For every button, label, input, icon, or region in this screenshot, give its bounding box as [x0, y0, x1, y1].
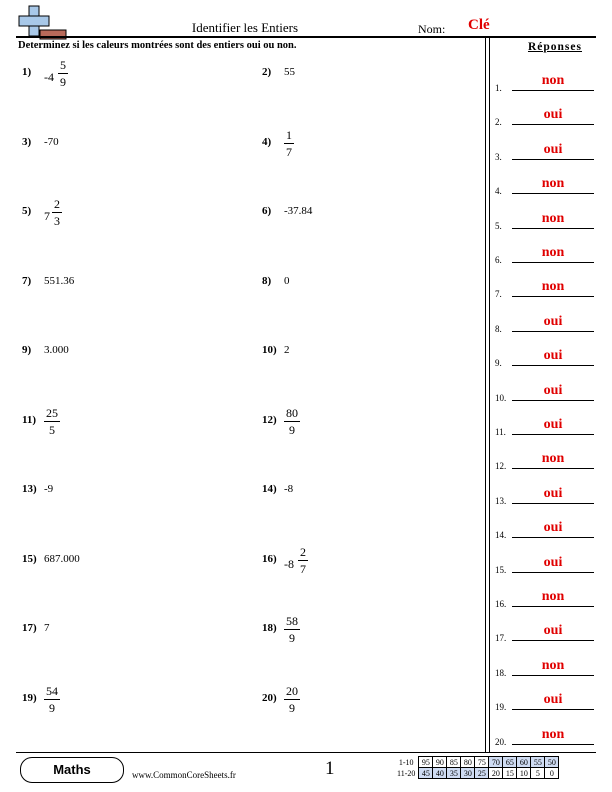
denominator: 9 [60, 75, 66, 89]
answer-value: non [541, 279, 565, 295]
score-cell: 50 [545, 757, 559, 768]
answer-row [495, 615, 595, 645]
problem-item [262, 614, 462, 662]
answer-line [512, 262, 594, 263]
answer-line [512, 640, 594, 641]
denominator: 7 [300, 561, 306, 576]
answer-line [512, 365, 594, 366]
denominator: 9 [289, 700, 295, 715]
website-text: www.CommonCoreSheets.fr [132, 770, 236, 780]
problem-number: 5) [22, 205, 32, 217]
problem-number: 20) [262, 691, 277, 704]
problem-value: 55 [284, 66, 295, 78]
header-rule [16, 36, 596, 38]
numerator: 54 [46, 683, 58, 698]
answer-line [512, 193, 594, 194]
answer-number: 10. [495, 392, 507, 403]
problem-number: 17) [22, 622, 37, 634]
answer-line [512, 159, 594, 160]
score-cell: 15 [503, 768, 517, 779]
answer-value: oui [543, 141, 563, 157]
column-divider [489, 36, 490, 752]
answer-row [495, 478, 595, 508]
answer-value: non [541, 210, 565, 226]
numerator: 20 [286, 683, 298, 698]
problem-number: 8) [262, 274, 272, 287]
denominator: 7 [286, 144, 292, 159]
worksheet-title: Identifier les Entiers [191, 20, 299, 35]
answer-row [495, 409, 595, 439]
answer-value: oui [543, 107, 563, 123]
answer-line [512, 331, 594, 332]
problem-number: 6) [262, 205, 272, 217]
denominator: 3 [54, 214, 60, 228]
answer-value: non [541, 245, 565, 260]
numerator: 80 [286, 405, 298, 420]
problem-item [22, 275, 222, 315]
answer-value: non [541, 589, 565, 604]
problem-item [22, 553, 222, 593]
problem-value: 551.36 [44, 274, 75, 287]
answer-line [512, 124, 594, 125]
score-cell: 55 [531, 757, 545, 768]
answer-row [495, 203, 595, 233]
problem-number: 3) [22, 135, 32, 148]
score-cell: 70 [489, 757, 503, 768]
problem-value: -8 [284, 483, 294, 495]
problem-item [262, 683, 462, 732]
answer-number: 16. [495, 599, 507, 609]
problem-item [22, 58, 222, 106]
denominator: 9 [289, 422, 295, 437]
problem-value: 2 [284, 344, 290, 356]
answer-value: non [541, 726, 565, 742]
score-cell: 35 [447, 768, 461, 779]
answer-line [512, 537, 594, 538]
answer-number: 17. [495, 633, 507, 644]
column-divider [485, 36, 486, 752]
fraction-bar [284, 699, 300, 700]
numerator: 58 [286, 614, 298, 628]
answer-line [512, 468, 594, 469]
problem-item [22, 483, 222, 523]
answers-header: Réponses [527, 41, 582, 53]
problem-value: 0 [284, 274, 290, 287]
fraction-bar [284, 629, 300, 630]
problem-number: 14) [262, 483, 277, 495]
answer-number: 2. [495, 117, 502, 128]
answer-row [495, 271, 595, 301]
answer-value: oui [543, 554, 563, 570]
answer-number: 14. [495, 530, 507, 541]
problem-value: 687.000 [44, 552, 80, 565]
score-cell: 20 [489, 768, 503, 779]
answer-value: oui [543, 623, 563, 639]
whole-part: -4 [44, 70, 54, 84]
page-number: 1 [325, 758, 335, 779]
answer-row [495, 134, 595, 164]
answer-line [512, 572, 594, 573]
score-cell: 45 [419, 768, 433, 779]
answer-row [495, 512, 595, 542]
answer-value: oui [543, 313, 563, 329]
denominator: 9 [49, 700, 55, 715]
score-cell: 40 [433, 768, 447, 779]
answer-number: 1. [495, 83, 502, 93]
problem-item [22, 197, 222, 245]
whole-part: 7 [44, 209, 50, 223]
whole-part: -8 [284, 556, 294, 571]
answer-number: 15. [495, 564, 507, 575]
answer-row [495, 719, 595, 749]
fraction [298, 545, 308, 576]
answer-number: 8. [495, 323, 502, 334]
problem-item [262, 405, 462, 454]
problem-number: 7) [22, 274, 32, 287]
numerator: 1 [286, 127, 292, 142]
problem-number: 13) [22, 483, 37, 495]
answer-value: oui [543, 520, 563, 536]
problem-item [262, 544, 462, 593]
answer-row [495, 306, 595, 336]
numerator: 5 [60, 58, 66, 72]
instructions: Determinez si les caleurs montrées sont des entiers oui ou non. [18, 40, 297, 51]
answer-value: oui [543, 485, 563, 501]
score-cell: 65 [503, 757, 517, 768]
problem-item [262, 127, 462, 176]
fraction-bar [284, 421, 300, 422]
answer-row [495, 581, 595, 611]
problem-item [22, 405, 222, 454]
fraction-bar [58, 73, 68, 74]
answer-row [495, 340, 595, 370]
name-label: Nom: [418, 22, 446, 36]
fraction [44, 684, 60, 715]
problem-number: 18) [262, 622, 277, 634]
answer-value: non [541, 176, 565, 192]
fraction [44, 406, 60, 437]
problem-number: 16) [262, 552, 277, 565]
plus-logo-icon [16, 4, 68, 40]
answer-line [512, 296, 594, 297]
answer-number: 18. [495, 667, 507, 678]
score-cell: 5 [531, 768, 545, 779]
fraction-bar [44, 699, 60, 700]
problem-number: 19) [22, 691, 37, 704]
score-range-label: 11-20 [397, 768, 416, 778]
problem-number: 4) [262, 135, 272, 148]
answer-number: 9. [495, 358, 502, 369]
problem-item [262, 66, 462, 106]
fraction [284, 128, 294, 159]
answer-number: 5. [495, 220, 502, 231]
score-cell: 75 [475, 757, 489, 768]
answer-row [495, 237, 595, 267]
answer-value: non [541, 73, 565, 88]
problem-number: 9) [22, 344, 32, 356]
answer-row [495, 375, 595, 405]
answer-value: oui [543, 692, 563, 708]
problem-item [22, 683, 222, 732]
fraction-bar [298, 560, 308, 561]
score-range-label: 1-10 [398, 757, 414, 767]
answer-number: 19. [495, 702, 507, 713]
answer-line [512, 228, 594, 229]
answer-line [512, 503, 594, 504]
problem-value: -70 [44, 135, 59, 148]
problem-value: 7 [44, 622, 50, 634]
problem-number: 1) [22, 66, 32, 78]
problem-number: 11) [22, 413, 37, 426]
answer-value: non [541, 657, 565, 673]
problem-value: -37.84 [284, 205, 313, 217]
problem-number: 10) [262, 344, 277, 356]
fraction [52, 197, 62, 228]
answer-number: 7. [495, 289, 502, 300]
denominator: 5 [49, 422, 55, 437]
answer-number: 20. [495, 736, 507, 747]
score-cell: 30 [461, 768, 475, 779]
problem-number: 2) [262, 66, 272, 78]
fraction [58, 58, 68, 89]
answer-row [495, 168, 595, 198]
answer-line [512, 744, 594, 745]
problem-number: 15) [22, 552, 37, 565]
answer-number: 11. [495, 427, 506, 437]
problem-item [262, 205, 462, 245]
numerator: 2 [300, 544, 306, 559]
fraction-bar [284, 143, 294, 144]
score-row [395, 768, 559, 779]
answer-row [495, 65, 595, 95]
answer-line [512, 434, 594, 435]
score-cell: 85 [447, 757, 461, 768]
answer-value: oui [543, 382, 563, 398]
answer-number: 12. [495, 461, 507, 472]
problem-item [262, 483, 462, 523]
name-value: Clé [468, 17, 490, 33]
problem-number: 12) [262, 413, 277, 426]
score-cell: 25 [475, 768, 489, 779]
numerator: 25 [46, 405, 58, 420]
answer-line [512, 606, 594, 607]
problem-item [22, 136, 222, 176]
answer-number: 4. [495, 186, 502, 197]
problem-item [262, 275, 462, 315]
answer-number: 6. [495, 255, 502, 265]
problem-value: 3.000 [44, 344, 69, 356]
numerator: 2 [54, 197, 60, 211]
score-cell: 10 [517, 768, 531, 779]
score-cell: 60 [517, 757, 531, 768]
answer-row [495, 650, 595, 680]
answer-line [512, 90, 594, 91]
score-cell: 95 [419, 757, 433, 768]
fraction [284, 684, 300, 715]
answer-row [495, 547, 595, 577]
fraction-bar [52, 212, 62, 213]
fraction [284, 406, 300, 437]
denominator: 9 [289, 631, 295, 645]
score-cell: 90 [433, 757, 447, 768]
answer-row [495, 99, 595, 129]
answer-row [495, 443, 595, 473]
problem-value: -9 [44, 483, 54, 495]
answer-value: oui [543, 417, 563, 432]
footer-rule [16, 752, 596, 753]
problem-item [22, 622, 222, 662]
answer-value: non [541, 451, 565, 467]
answer-line [512, 709, 594, 710]
answer-line [512, 675, 594, 676]
answer-row [495, 684, 595, 714]
score-cell: 80 [461, 757, 475, 768]
score-table [395, 756, 559, 779]
fraction [284, 614, 300, 645]
subject-badge: Maths [20, 757, 124, 783]
score-row [395, 757, 559, 768]
problem-item [22, 344, 222, 384]
answer-line [512, 400, 594, 401]
answer-value: oui [543, 348, 563, 364]
answer-number: 13. [495, 495, 507, 506]
answer-number: 3. [495, 151, 502, 162]
problem-item [262, 344, 462, 384]
fraction-bar [44, 421, 60, 422]
score-cell: 0 [545, 768, 559, 779]
